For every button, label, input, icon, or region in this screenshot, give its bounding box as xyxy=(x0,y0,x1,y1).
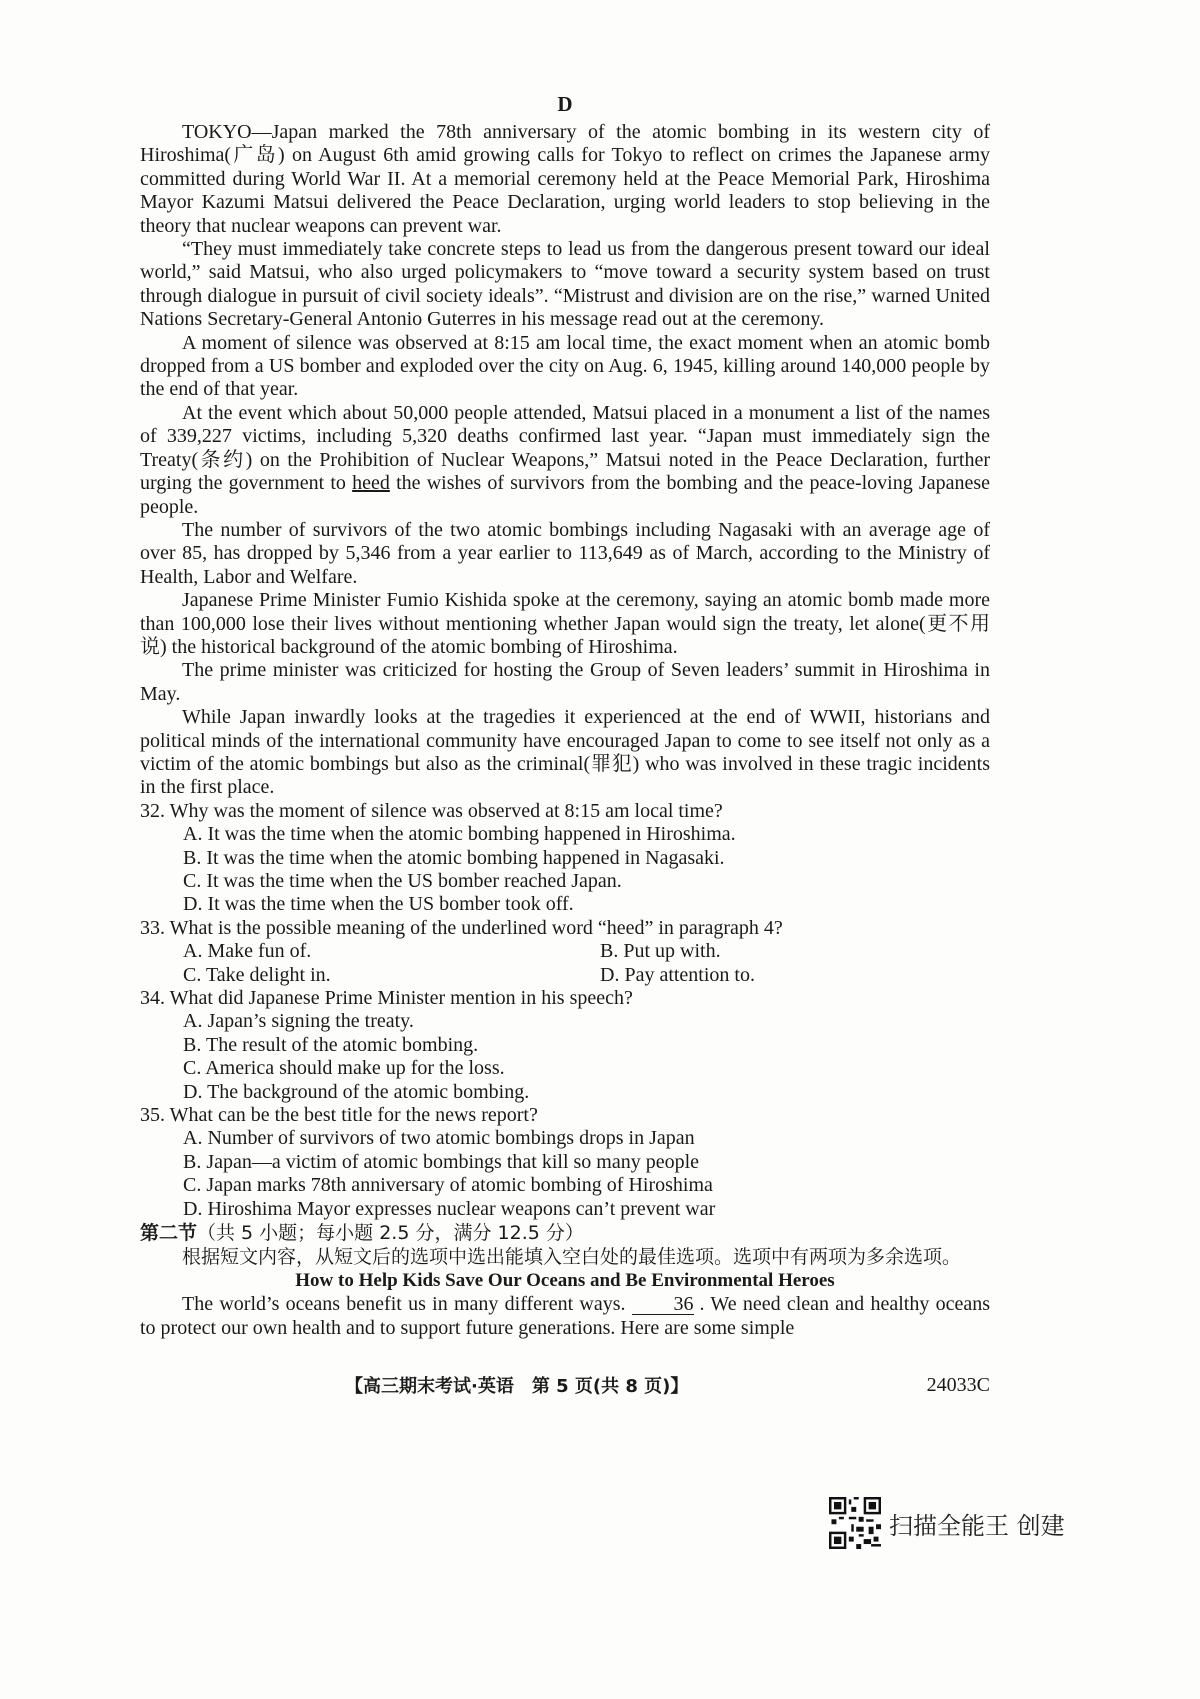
q34-option-b: B. The result of the atomic bombing. xyxy=(183,1033,479,1056)
passage-title: How to Help Kids Save Our Oceans and Be Environmental Heroes xyxy=(295,1270,835,1292)
footer-page-info: 【高三期末考试·英语 第 5 页(共 8 页)】 xyxy=(345,1376,689,1397)
q33-option-b: B. Put up with. xyxy=(600,940,721,963)
section-2-paragraph xyxy=(140,1293,990,1340)
s2-text-before: The world’s oceans benefit us in many different ways. xyxy=(182,1293,626,1316)
para4-after: the wishes of survivors from the bombing and the peace-loving Japanese people. xyxy=(140,472,991,518)
underlined-word-heed: heed xyxy=(352,472,390,495)
q33-options-row-1 xyxy=(183,940,990,963)
section-2-instruction: 根据短文内容，从短文后的选项中选出能填入空白处的最佳选项。选项中有两项为多余选项。 xyxy=(182,1246,962,1269)
section-2-scoring: （共 5 小题；每小题 2.5 分，满分 12.5 分） xyxy=(197,1222,584,1245)
passage-paragraph-1: TOKYO—Japan marked the 78th anniversary of the atomic bombing in its western city of Hiroshima(广岛) on August 6th amid growing calls for Tokyo to reflect on crimes the Japanese army committed during World War II. At a memorial ceremony held at the Peace Memorial Park, Hiroshima Mayor Kazumi Matsui delivered the Peace Declaration, urging world leaders to stop believing in the theory that nuclear weapons can prevent war. xyxy=(140,121,990,237)
s2-text-after: . We need clean and healthy oceans to protect our own health and to support future generations. Here are some simple xyxy=(140,1293,990,1339)
q33-option-d: D. Pay attention to. xyxy=(600,963,755,986)
question-32: 32. Why was the moment of silence was observed at 8:15 am local time? xyxy=(140,799,723,822)
passage-paragraph-6: Japanese Prime Minister Fumio Kishida spoke at the ceremony, saying an atomic bomb made more than 100,000 lose their lives without mentioning whether Japan would sign the treaty, let alone(更不用说) the historical background of the atomic bombing of Hiroshima. xyxy=(140,589,990,658)
passage-paragraph-2: “They must immediately take concrete steps to lead us from the dangerous present toward our ideal world,” said Matsui, who also urged policymakers to “move toward a security system based on trust through dialogue in pursuit of civil society ideals”. “Mistrust and division are on the rise,” warned United Nations Secretary-General Antonio Guterres in his message read out at the ceremony. xyxy=(140,238,990,331)
q35-option-c: C. Japan marks 78th anniversary of atomic bombing of Hiroshima xyxy=(183,1174,713,1197)
section-letter: D xyxy=(557,92,573,116)
para4-before: At the event which about 50,000 people attended, Matsui placed in a monument a list of the names of 339,227 victims, including 5,320 deaths confirmed last year. “Japan must immediately sign the Treaty(条约) on the Prohibition of Nuclear Weapons,” Matsui noted in the Peace Declaration, further urging the government to xyxy=(140,401,990,495)
q33-options-row-2 xyxy=(183,964,990,987)
q35-option-d: D. Hiroshima Mayor expresses nuclear weapons can’t prevent war xyxy=(183,1197,716,1220)
section-2-heading xyxy=(140,1221,990,1245)
passage-paragraph-7: The prime minister was criticized for hosting the Group of Seven leaders’ summit in Hiroshima in May. xyxy=(140,659,990,705)
q34-option-d: D. The background of the atomic bombing. xyxy=(183,1080,530,1103)
passage-paragraph-4 xyxy=(140,402,990,519)
footer-exam-code: 24033C xyxy=(926,1373,990,1396)
scanner-watermark xyxy=(829,1497,1065,1549)
q34-option-a: A. Japan’s signing the treaty. xyxy=(183,1010,414,1033)
scanner-watermark-text: 扫描全能王 创建 xyxy=(889,1511,1065,1540)
passage-paragraph-8: While Japan inwardly looks at the tragedies it experienced at the end of WWII, historians and political minds of the international community have encouraged Japan to come to see itself not only as a victim of the atomic bombings but also as the criminal(罪犯) who was involved in these tragic incidents in the first place. xyxy=(140,706,990,799)
q32-option-a: A. It was the time when the atomic bombing happened in Hiroshima. xyxy=(183,823,736,846)
q35-option-a: A. Number of survivors of two atomic bombings drops in Japan xyxy=(183,1127,695,1150)
question-33: 33. What is the possible meaning of the underlined word “heed” in paragraph 4? xyxy=(140,916,783,939)
q35-option-b: B. Japan—a victim of atomic bombings that kill so many people xyxy=(183,1150,700,1173)
page-footer xyxy=(140,1372,990,1398)
q33-option-a: A. Make fun of. xyxy=(183,940,312,963)
q34-option-c: C. America should make up for the loss. xyxy=(183,1057,505,1080)
passage-paragraph-5: The number of survivors of the two atomic bombings including Nagasaki with an average age of over 85, has dropped by 5,346 from a year earlier to 113,649 as of March, according to the Ministry of Health, Labor and Welfare. xyxy=(140,518,990,588)
exam-page xyxy=(140,92,990,1340)
passage-paragraph-3: A moment of silence was observed at 8:15 am local time, the exact moment when an atomic bomb dropped from a US bomber and exploded over the city on Aug. 6, 1945, killing around 140,000 people by the end of that year. xyxy=(140,331,990,401)
question-34: 34. What did Japanese Prime Minister mention in his speech? xyxy=(140,987,633,1010)
section-2-label: 第二节 xyxy=(140,1222,198,1245)
blank-36: 36 xyxy=(632,1294,694,1315)
q33-option-c: C. Take delight in. xyxy=(183,963,331,986)
qr-code-icon xyxy=(829,1497,881,1549)
q32-option-b: B. It was the time when the atomic bombing happened in Nagasaki. xyxy=(183,846,725,869)
q32-option-c: C. It was the time when the US bomber reached Japan. xyxy=(183,870,622,892)
q32-option-d: D. It was the time when the US bomber took off. xyxy=(183,893,574,916)
question-35: 35. What can be the best title for the news report? xyxy=(140,1104,538,1127)
